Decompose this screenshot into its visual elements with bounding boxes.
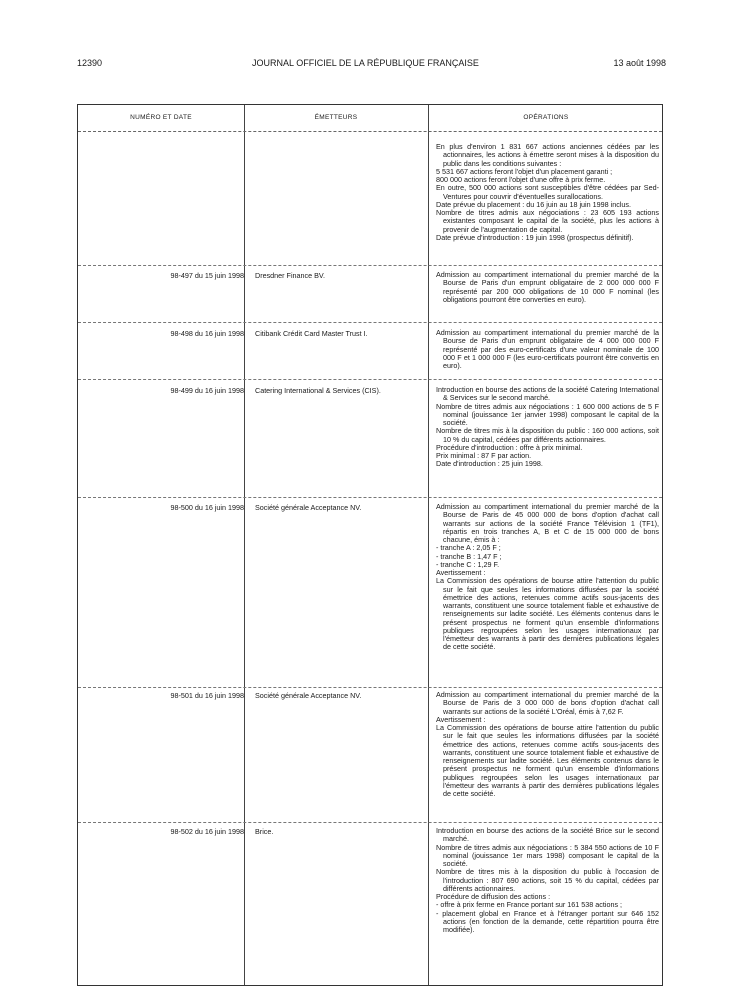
operation-line: - placement global en France et à l'étranger portant sur 646 152 actions (en fonction de la demande, cette répartition pourra être modifiée).: [436, 908, 659, 934]
operation-line: La Commission des opérations de bourse attire l'attention du public sur le fait que seules les informations diffusées par la société émettrice des actions, retenues comme actifs sous-jacents des warrants, constituent une source totalement fiable et exhaustive de renseignements sur ladite société. Les éléments contenus dans le présent prospectus ne forment qu'un ensemble d'informations publiques regroupées selon les usages internationaux par l'émetteur des warrants à partir des dernières publications légales de cette société.: [436, 723, 659, 798]
row-operations: [436, 827, 659, 934]
column-header-emetteurs: ÉMETTEURS: [314, 114, 358, 121]
operation-line: Admission au compartiment international du premier marché de la Bourse de Paris de 3 000 000 de bons d'option d'achat call warrants sur actions de la société L'Oréal, émis à 7,62 F.: [436, 690, 659, 716]
row-numero: 98-499 du 16 juin 1998: [170, 386, 244, 395]
operation-line: Nombre de titres mis à la disposition du public à l'occasion de l'introduction : 807 690 actions, soit 15 % du capital, cédées par différents actionnaires.: [436, 867, 659, 893]
operation-line: Nombre de titres admis aux négociations : 1 600 000 actions de 5 F nominal (jouissance 1er janvier 1998) composant le capital de la société.: [436, 401, 659, 427]
publication-date: 13 août 1998: [613, 58, 666, 68]
row-operations: [436, 503, 659, 652]
page-number: 12390: [77, 58, 103, 68]
operation-line: Admission au compartiment international du premier marché de la Bourse de Paris de 45 000 000 de bons d'option d'achat call warrants sur actions de la société France Télévision 1 (TF1), répartis en trois tranches A, B et C de 15 000 000 de bons chacune, émis à :: [436, 502, 659, 544]
journal-title: JOURNAL OFFICIEL DE LA RÉPUBLIQUE FRANÇAISE: [252, 58, 479, 68]
row-emetteur: Catering International & Services (CIS).: [255, 386, 381, 395]
column-divider: [244, 105, 245, 985]
row-emetteur: Société générale Acceptance NV.: [255, 503, 362, 512]
operation-line: Introduction en bourse des actions de la société Brice sur le second marché.: [436, 826, 659, 844]
column-header-operations: OPÉRATIONS: [523, 114, 569, 121]
operation-line: Avertissement :: [436, 714, 486, 724]
operation-line: Date prévue du placement : du 16 juin au 18 juin 1998 inclus.: [436, 199, 631, 209]
operation-line: Avertissement :: [436, 568, 486, 577]
row-numero: 98-502 du 16 juin 1998: [170, 827, 244, 836]
row-divider: [78, 822, 662, 823]
operation-line: Procédure d'introduction : offre à prix minimal.: [436, 442, 583, 452]
row-numero: 98-497 du 15 juin 1998: [170, 271, 244, 280]
operation-line: Procédure de diffusion des actions :: [436, 892, 551, 901]
operation-line: - tranche A : 2,05 F ;: [436, 543, 501, 553]
row-divider: [78, 497, 662, 498]
operation-line: Nombre de titres admis aux négociations : 23 605 193 actions existantes composant le capital de la société, plus les actions à provenir de l'augmentation de capital.: [436, 208, 659, 234]
row-emetteur: Citibank Crédit Card Master Trust I.: [255, 329, 368, 338]
row-divider: [78, 265, 662, 266]
row-operations: [436, 386, 659, 469]
operation-line: Admission au compartiment international du premier marché de la Bourse de Paris d'un emprunt obligataire de 2 000 000 000 F représenté par 200 000 obligations de 10 000 F nominal (les obligations pourront être converties en euro).: [436, 270, 659, 304]
operation-line: Admission au compartiment international du premier marché de la Bourse de Paris d'un emprunt obligataire de 4 000 000 000 F représenté par des euro-certificats d'une valeur nominale de 100 000 F et 1 000 000 F (les euro-certificats pourront être convertis en euro).: [436, 328, 659, 370]
operations-table: [77, 104, 663, 986]
column-header-numero: NUMÉRO ET DATE: [130, 114, 192, 121]
operation-line: La Commission des opérations de bourse attire l'attention du public sur le fait que seules les informations diffusées par la société émettrice des actions, retenues comme actifs sous-jacents des warrants, constituent une source totalement fiable et exhaustive de renseignements sur ladite société. Les éléments contenus dans le présent prospectus ne forment qu'un ensemble d'informations publiques regroupées selon les usages internationaux par l'émetteur des warrants à partir des dernières publications légales de cette société.: [436, 576, 659, 652]
row-divider: [78, 322, 662, 323]
operation-line: Introduction en bourse des actions de la société Catering International & Services sur le second marché.: [436, 385, 659, 403]
column-divider: [428, 105, 429, 985]
row-operations: [436, 271, 659, 304]
row-emetteur: Brice.: [255, 827, 274, 836]
row-operations: [436, 143, 659, 242]
operation-line: Prix minimal : 87 F par action.: [436, 451, 532, 460]
operation-line: - tranche B : 1,47 F ;: [436, 551, 502, 561]
row-emetteur: Société générale Acceptance NV.: [255, 691, 362, 700]
row-numero: 98-501 du 16 juin 1998: [170, 691, 244, 700]
header-rule: [78, 131, 662, 132]
operation-line: Date d'introduction : 25 juin 1998.: [436, 459, 543, 469]
row-operations: [436, 329, 659, 370]
operation-line: En plus d'environ 1 831 667 actions anciennes cédées par les actionnaires, les actions à émettre seront mises à la disposition du public dans les conditions suivantes :: [436, 142, 659, 168]
operation-line: Nombre de titres mis à la disposition du public : 160 000 actions, soit 10 % du capital, cédées par différents actionnaires.: [436, 426, 659, 444]
operation-line: - tranche C : 1,29 F.: [436, 559, 500, 569]
row-numero: 98-498 du 16 juin 1998: [170, 329, 244, 338]
operation-line: 5 531 667 actions feront l'objet d'un placement garanti ;: [436, 166, 613, 176]
row-numero: 98-500 du 16 juin 1998: [170, 503, 244, 512]
operation-line: Nombre de titres admis aux négociations : 5 384 550 actions de 10 F nominal (jouissance 1er mars 1998) composant le capital de la société.: [436, 842, 659, 868]
row-divider: [78, 687, 662, 688]
operation-line: 800 000 actions feront l'objet d'une offre à prix ferme.: [436, 175, 606, 184]
operation-line: Date prévue d'introduction : 19 juin 1998 (prospectus définitif).: [436, 232, 634, 242]
row-emetteur: Dresdner Finance BV.: [255, 271, 326, 280]
operation-line: - offre à prix ferme en France portant sur 161 538 actions ;: [436, 900, 623, 910]
row-divider: [78, 379, 662, 380]
row-operations: [436, 691, 659, 798]
operation-line: En outre, 500 000 actions sont susceptibles d'être cédées par Sed-Ventures pour couvrir d'éventuelles surallocations.: [436, 183, 659, 201]
